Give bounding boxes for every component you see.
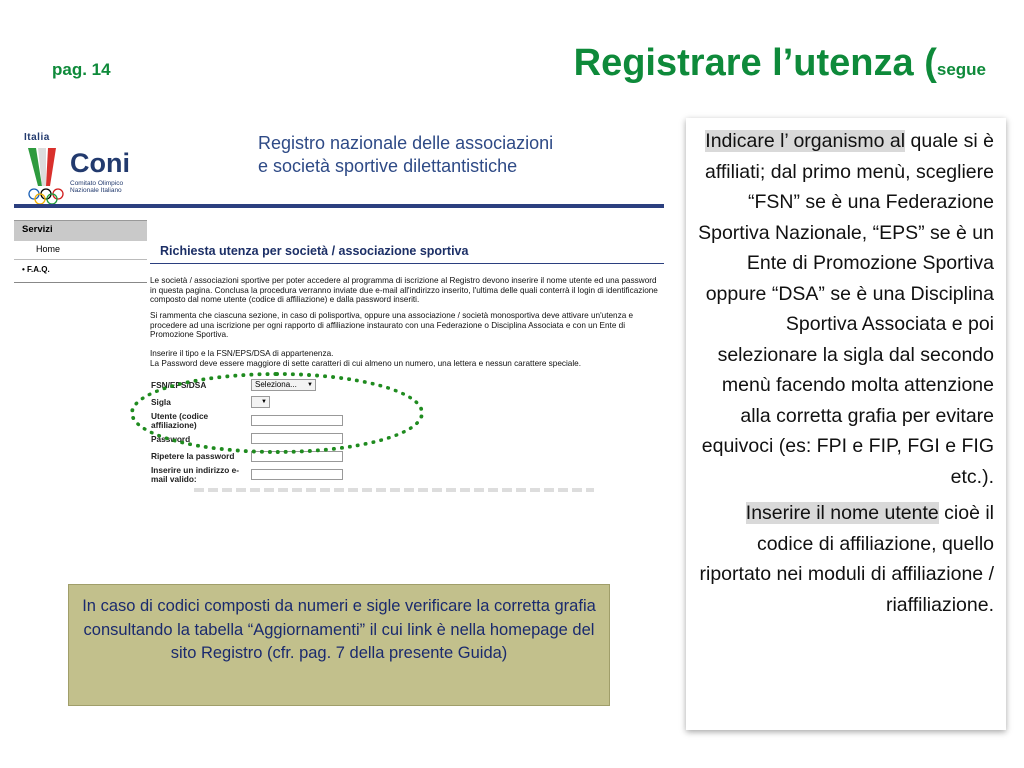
faded-footer — [194, 488, 594, 492]
logo-coni-text: Coni — [70, 148, 130, 178]
utente-label: Utente (codice affiliazione) — [151, 411, 209, 430]
slide-title — [574, 42, 986, 85]
instructions-panel — [686, 118, 1006, 730]
coni-logo — [20, 130, 132, 212]
sigla-label: Sigla — [151, 397, 171, 407]
email-input[interactable] — [251, 469, 343, 480]
form-paragraph-3: Inserire il tipo e la FSN/EPS/DSA di appartenenza. La Password deve essere maggiore di sette caratteri di cui almeno un numero, una lettera e nessun carattere speciale. — [150, 349, 581, 368]
registro-title: Registro nazionale delle associazioni e società sportive dilettantistiche — [258, 133, 554, 176]
fsn-select[interactable]: Seleziona... ▼ — [251, 379, 316, 391]
sidebar — [14, 220, 147, 283]
slide-title-main: Registrare l’utenza ( — [573, 42, 937, 84]
email-label: Inserire un indirizzo e-mail valido: — [151, 465, 240, 484]
note-box: In caso di codici composti da numeri e sigle verificare la corretta grafia consultando la tabella “Aggiornamenti” il cui link è nella homepage del sito Registro (cfr. pag. 7 della presente Guida) — [68, 584, 610, 706]
ripetere-password-label: Ripetere la password — [151, 451, 235, 461]
password-label: Password — [151, 434, 191, 444]
form-title: Richiesta utenza per società / associazione sportiva — [160, 244, 469, 258]
chevron-down-icon: ▼ — [307, 382, 313, 388]
registro-screenshot — [14, 118, 664, 498]
highlight-nome-utente: Inserire il nome utente — [745, 502, 939, 524]
chevron-down-icon: ▼ — [261, 399, 267, 405]
instruction-paragraph-1: Indicare l’ organismo al quale si è affiliati; dal primo menù, scegliere “FSN” se è una Federazione Sportiva Nazionale, “EPS” se è un Ente di Promozione Sportiva oppure “DSA” se è una Disciplina Sportiva Associata e poi selezionare la sigla dal secondo menù facendo molta attenzione alla corretta grafia per evitare equivoci (es: FPI e FIP, FGI e FIG etc.). — [698, 130, 994, 488]
logo-coni-subtitle: Comitato Olimpico Nazionale Italiano — [70, 180, 124, 194]
form-paragraph-1: Le società / associazioni sportive per poter accedere al programma di iscrizione al Registro devono inserire il nome utente ed una password in questa pagina. Conclusa la procedura verranno inviate due e-mail all'indirizzo inserito, l'ultima delle quali conterrà il login di identificazione composto dal nome utente (codice di affiliazione) e dalla password inseriti. — [150, 276, 658, 305]
tricolore-icon — [24, 146, 66, 190]
form-title-divider — [150, 263, 664, 264]
sidebar-item-faq[interactable]: • F.A.Q. — [14, 260, 147, 283]
form-paragraph-2: Si rammenta che ciascuna sezione, in caso di polisportiva, oppure una associazione / società monosportiva deve attivare un'utenza e procedere ad una iscrizione per ogni rapporto di affiliazione instaurato con una Federazione o Disciplina Associata e con un Ente di Promozione Sportiva. — [150, 311, 634, 340]
instruction-paragraph-2: Inserire il nome utente cioè il codice di affiliazione, quello riportato nei moduli di affiliazione / riaffiliazione. — [699, 502, 994, 616]
page-number: pag. 14 — [52, 60, 111, 79]
logo-italia-text: Italia — [24, 132, 50, 143]
fsn-label: FSN/EPS/DSA — [151, 380, 207, 390]
sidebar-header-servizi: Servizi — [14, 220, 147, 241]
highlight-ellipse — [130, 372, 424, 454]
header-divider — [14, 204, 664, 208]
slide-title-small: segue — [936, 60, 986, 79]
sidebar-item-home[interactable]: Home — [14, 241, 147, 260]
highlight-organismo: Indicare l’ organismo al — [705, 130, 906, 152]
